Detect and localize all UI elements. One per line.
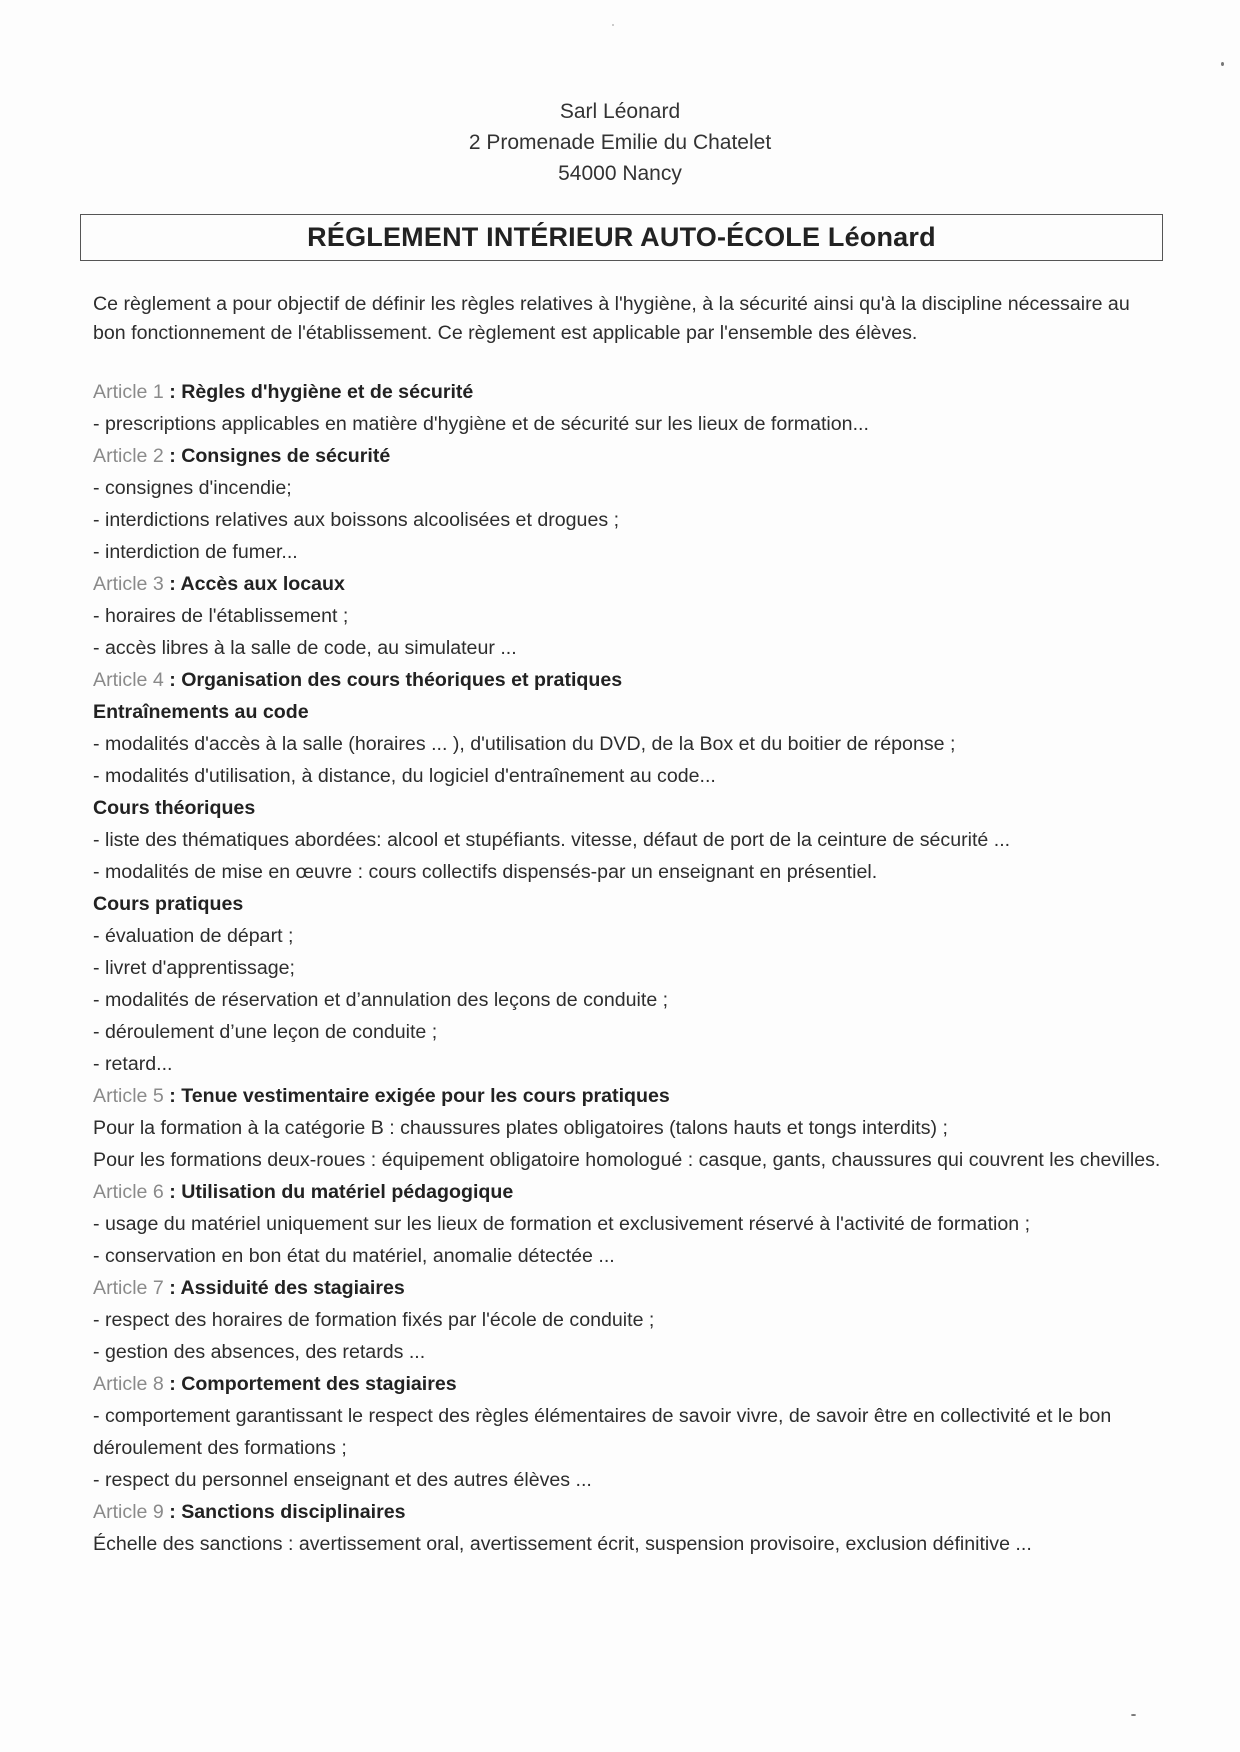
scan-speck <box>612 24 614 26</box>
scan-speck <box>1221 62 1224 66</box>
document-body <box>93 290 1165 1560</box>
article-6-line: - usage du matériel uniquement sur les lieux de formation et exclusivement réservé à l'activité de formation ; <box>93 1213 1031 1235</box>
article-6-title: : Utilisation du matériel pédagogique <box>163 1181 514 1203</box>
article-2-line: - interdictions relatives aux boissons alcoolisées et drogues ; <box>93 509 620 531</box>
article-3-title: : Accès aux locaux <box>163 573 345 595</box>
article-8-title: : Comportement des stagiaires <box>163 1373 457 1395</box>
document-title-box <box>80 214 1163 261</box>
intro-paragraph: Ce règlement a pour objectif de définir les règles relatives à l'hygiène, à la sécurité ainsi qu'à la discipline nécessaire au bon fonctionnement de l'établissement. Ce règlement est applicable par l'ensemble des élèves. <box>93 293 1130 344</box>
article-9-line: Échelle des sanctions : avertissement oral, avertissement écrit, suspension provisoire, exclusion définitive ... <box>93 1533 1032 1555</box>
article-4-heading <box>93 664 1165 696</box>
article-1-line: - prescriptions applicables en matière d'hygiène et de sécurité sur les lieux de formation... <box>93 413 869 435</box>
article-5-title: : Tenue vestimentaire exigée pour les cours pratiques <box>163 1085 670 1107</box>
article-6-number: Article 6 <box>93 1181 164 1203</box>
article-3-line: - horaires de l'établissement ; <box>93 605 349 627</box>
article-4-subheading-practice: Cours pratiques <box>93 893 244 915</box>
article-4-practice-line: - évaluation de départ ; <box>93 925 294 947</box>
article-4-number: Article 4 <box>93 669 164 691</box>
company-city: 54000 Nancy <box>558 162 682 185</box>
article-4-code-line: - modalités d'accès à la salle (horaires ... ), d'utilisation du DVD, de la Box et du boitier de réponse ; <box>93 733 956 755</box>
article-9-title: : Sanctions disciplinaires <box>163 1501 406 1523</box>
document-title: RÉGLEMENT INTÉRIEUR AUTO-ÉCOLE Léonard <box>307 222 936 252</box>
article-4-subheading-code: Entraînements au code <box>93 701 309 723</box>
article-7-line: - gestion des absences, des retards ... <box>93 1341 426 1363</box>
article-2-number: Article 2 <box>93 445 164 467</box>
article-8-line: - respect du personnel enseignant et des autres élèves ... <box>93 1469 592 1491</box>
article-4-code-line: - modalités d'utilisation, à distance, du logiciel d'entraînement au code... <box>93 765 716 787</box>
article-3-heading <box>93 568 1165 600</box>
article-1-number: Article 1 <box>93 381 164 403</box>
article-4-practice-line: - déroulement d’une leçon de conduite ; <box>93 1021 438 1043</box>
article-7-number: Article 7 <box>93 1277 164 1299</box>
article-5-heading <box>93 1080 1165 1112</box>
article-6-line: - conservation en bon état du matériel, anomalie détectée ... <box>93 1245 615 1267</box>
scan-speck <box>1131 1714 1136 1716</box>
article-1-title: : Règles d'hygiène et de sécurité <box>163 381 474 403</box>
article-4-practice-line: - modalités de réservation et d’annulation des leçons de conduite ; <box>93 989 669 1011</box>
article-8-line: - comportement garantissant le respect des règles élémentaires de savoir vivre, de savoir être en collectivité et le bon déroulement des formations ; <box>93 1405 1112 1459</box>
article-2-line: - consignes d'incendie; <box>93 477 292 499</box>
article-4-title: : Organisation des cours théoriques et pratiques <box>163 669 623 691</box>
company-name: Sarl Léonard <box>559 100 681 123</box>
article-2-heading <box>93 440 1165 472</box>
article-8-number: Article 8 <box>93 1373 164 1395</box>
article-7-title: : Assiduité des stagiaires <box>163 1277 405 1299</box>
company-street: 2 Promenade Emilie du Chatelet <box>468 131 772 154</box>
article-9-number: Article 9 <box>93 1501 164 1523</box>
article-7-line: - respect des horaires de formation fixés par l'école de conduite ; <box>93 1309 655 1331</box>
article-9-heading <box>93 1496 1165 1528</box>
article-7-heading <box>93 1272 1165 1304</box>
article-4-practice-line: - retard... <box>93 1053 173 1075</box>
article-2-title: : Consignes de sécurité <box>163 445 391 467</box>
article-8-heading <box>93 1368 1165 1400</box>
article-4-subheading-theory: Cours théoriques <box>93 797 256 819</box>
article-4-practice-line: - livret d'apprentissage; <box>93 957 295 979</box>
article-2-line: - interdiction de fumer... <box>93 541 298 563</box>
article-4-theory-line: - liste des thématiques abordées: alcool et stupéfiants. vitesse, défaut de port de la ceinture de sécurité ... <box>93 829 1011 851</box>
article-1-heading <box>93 376 1165 408</box>
article-3-number: Article 3 <box>93 573 164 595</box>
article-5-line: Pour la formation à la catégorie B : chaussures plates obligatoires (talons hauts et tongs interdits) ; <box>93 1117 948 1139</box>
article-5-line: Pour les formations deux-roues : équipement obligatoire homologué : casque, gants, chaussures qui couvrent les chevilles. <box>93 1149 1161 1171</box>
article-5-number: Article 5 <box>93 1085 164 1107</box>
company-header <box>0 96 1240 189</box>
article-6-heading <box>93 1176 1165 1208</box>
article-3-line: - accès libres à la salle de code, au simulateur ... <box>93 637 517 659</box>
article-4-theory-line: - modalités de mise en œuvre : cours collectifs dispensés-par un enseignant en présentiel. <box>93 861 878 883</box>
